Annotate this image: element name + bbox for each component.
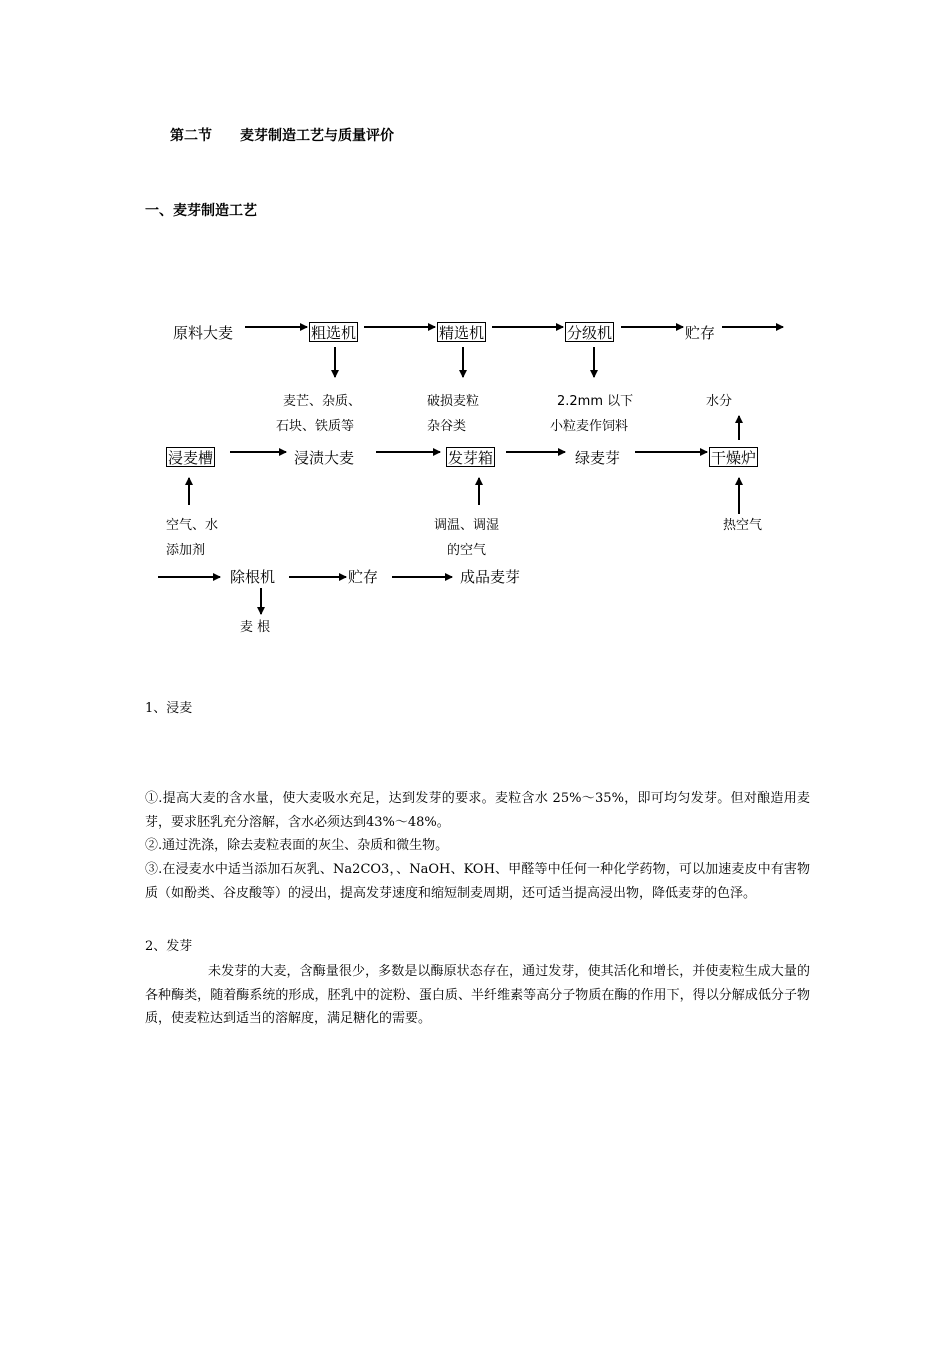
- grader-waste-line1: 2.2mm 以下: [557, 394, 634, 409]
- fine-screen-box: 精选机: [439, 324, 485, 342]
- coarse-waste-line2: 石块、铁质等: [276, 419, 355, 434]
- hot-air-label: 热空气: [723, 518, 763, 533]
- coarse-screen-box: 粗选机: [311, 324, 357, 342]
- grader-waste-line2: 小粒麦作饲料: [550, 419, 629, 434]
- germ-input-line2: 的空气: [447, 543, 487, 558]
- item1-title: 1、浸麦: [145, 701, 193, 716]
- kiln-box: 干燥炉: [711, 449, 757, 467]
- steep-input-line1: 空气、水: [166, 518, 219, 533]
- green-malt-label: 绿麦芽: [575, 449, 621, 467]
- storage-label-1: 贮存: [685, 324, 716, 342]
- coarse-waste-line1: 麦芒、杂质、: [283, 394, 362, 409]
- raw-barley-label: 原料大麦: [173, 324, 234, 342]
- fine-waste-line2: 杂谷类: [427, 419, 467, 434]
- storage-label-2: 贮存: [348, 568, 379, 586]
- germ-input-line1: 调温、调湿: [434, 518, 500, 533]
- water-label: 水分: [706, 394, 733, 409]
- grader-box: 分级机: [567, 324, 613, 342]
- paragraph-2: ②.通过洗涤，除去麦粒表面的灰尘、杂质和微生物。: [145, 838, 449, 853]
- deculmer-label: 除根机: [230, 568, 276, 586]
- paragraph-3: ③.在浸麦水中适当添加石灰乳、Na2CO3，、NaOH、KOH、甲醛等中任何一种化学药物，可以加速麦皮中有害物质（如酚类、谷皮酸等）的浸出，提高发芽速度和缩短制麦周期，还可适当提高浸出物，降低麦芽的色泽。: [145, 862, 810, 901]
- final-malt-label: 成品麦芽: [460, 568, 521, 586]
- steeped-barley-label: 浸渍大麦: [294, 449, 355, 467]
- paragraph-4: 未发芽的大麦，含酶量很少，多数是以酶原状态存在，通过发芽，使其活化和增长，并使麦粒生成大量的各种酶类，随着酶系统的形成，胚乳中的淀粉、蛋白质、半纤维素等高分子物质在酶的作用下，得以分解成低分子物质，使麦粒达到适当的溶解度，满足糖化的需要。: [145, 964, 810, 1026]
- rootlets-label: 麦 根: [240, 620, 271, 635]
- paragraph-1: ①.提高大麦的含水量，使大麦吸水充足，达到发芽的要求。麦粒含水 25%～35%，即可均匀发芽。但对酿造用麦芽，要求胚乳充分溶解，含水必须达到43%～48%。: [145, 791, 810, 830]
- germination-box: 发芽箱: [448, 449, 494, 467]
- subsection-title: 一、麦芽制造工艺: [145, 203, 257, 219]
- steep-tank-box: 浸麦槽: [168, 449, 214, 467]
- steep-input-line2: 添加剂: [166, 543, 206, 558]
- item2-title: 2、发芽: [145, 939, 193, 954]
- fine-waste-line1: 破损麦粒: [427, 394, 480, 409]
- section-title: 第二节 麦芽制造工艺与质量评价: [170, 128, 394, 144]
